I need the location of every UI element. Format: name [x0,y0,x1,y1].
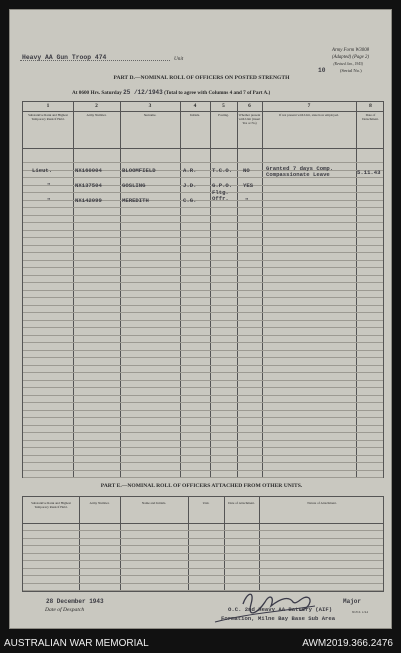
ruled-line [23,275,383,276]
header-posting: Posting. [218,113,229,117]
signatory-rank: Major [343,598,362,605]
ruled-line [23,432,383,433]
col-number: 4 [193,103,197,109]
ruled-line [23,575,383,576]
ruled-line [23,282,383,283]
header-rule [23,523,383,524]
header-initials: Initials. [190,113,200,117]
despatch-label: Date of Despatch [45,607,85,613]
ruled-line [23,260,383,261]
caption-institution: AUSTRALIAN WAR MEMORIAL [4,638,149,649]
ruled-line [23,305,383,306]
ruled-line [23,395,383,396]
row3-initials: C.G. [183,197,197,204]
ruled-line [23,230,383,231]
date-value: 25 /12/1943 [123,89,163,96]
date-suffix: (Total to agree with Columns 4 and 7 of Part A.) [164,90,271,96]
ruled-line [23,290,383,291]
date-prefix: At 0600 Hrs. Saturday [72,90,122,96]
part-e-title: PART E.—NOMINAL ROLL OF OFFICERS ATTACHED FROM OTHER UNITS. [100,483,303,489]
row1-date: 5.11.43 [357,169,381,176]
caption-bar [0,636,401,653]
row2-present: YES [243,182,254,189]
signatory-title: O.C. 2nd Heavy AA Battery (AIF) [228,606,333,613]
ruled-line [23,417,383,418]
form-number: Army Form W3008 [331,48,369,53]
row1-rank: Lieut. [32,167,53,174]
ruled-line [23,350,383,351]
row1-surname: BLOOMFIELD [122,167,156,174]
row1-initials: A.R. [183,167,197,174]
signatory-formation: Formation, Milne Bay Base Sub Area [221,615,336,622]
header-attach-nature: Nature of Attachment. [307,501,337,505]
col-number: 8 [369,103,372,109]
ruled-line [23,553,383,554]
form-revised: (Revised Jan., 1943) [333,62,363,66]
row2-rank: " [47,182,51,189]
ruled-line [23,560,383,561]
ruled-line [23,402,383,403]
col-divider [188,497,189,591]
ruled-line [23,327,383,328]
unit-value: Heavy AA Gun Troop 474 [22,54,107,61]
ruled-line [23,297,383,298]
header-unit: Unit. [202,501,210,505]
header-rank: Substantive Rank and Highest Temporary Rank if Held. [28,113,68,122]
row3-posting: Fltg. Offr. [212,189,229,203]
ruled-line [23,545,383,546]
serial-label: (Serial No.) [340,68,362,73]
ruled-line [23,207,383,208]
header-rank: Substantive Rank and Highest Temporary Rank if Held. [31,501,71,510]
part-e-table [22,496,384,592]
part-d-date-line [72,89,270,96]
print-code: W.N.S. 1/44 [352,610,368,614]
header-detach-date: Date of Detachment. [362,113,379,122]
ruled-line [23,387,383,388]
col-number: 2 [95,103,98,109]
ruled-line [23,447,383,448]
ruled-line [23,372,383,373]
ruled-line [23,192,383,193]
ruled-line [23,320,383,321]
header-present: Whether present with Unit (insert Yes or No) [238,113,261,126]
ruled-line [23,365,383,366]
caption-accession: AWM2019.366.2476 [302,638,393,649]
ruled-line [23,455,383,456]
ruled-line [23,440,383,441]
col-divider [120,497,121,591]
row3-rank: " [47,197,51,204]
ruled-line [23,312,383,313]
header-rule [23,148,383,149]
row3-present: " [245,197,249,204]
col-divider [224,497,225,591]
header-name: Name and Initials. [141,501,167,505]
header-army-number: Army Number. [86,113,107,117]
header-employed: If not present with Unit, state how employed. [279,113,339,117]
number-row-rule [23,111,383,112]
row1-number: NX160004 [75,167,102,174]
ruled-line [23,162,383,163]
serial-value: 10 [318,67,326,74]
header-army-number: Army Number. [89,501,110,505]
ruled-line [23,267,383,268]
ruled-line [23,568,383,569]
ruled-line [23,470,383,471]
ruled-line [23,425,383,426]
col-number: 3 [148,103,152,109]
row2-number: NX137504 [75,182,102,189]
ruled-line [23,530,383,531]
unit-label: Unit [174,56,184,62]
part-d-table [22,101,384,478]
row1-posting: T.C.O. [212,167,233,174]
ruled-line [23,237,383,238]
ruled-line [23,410,383,411]
header-attach-date: Date of Attachment. [228,501,255,505]
header-surname: Surname. [143,113,157,117]
ruled-line [23,462,383,463]
form-adapted: (Adapted) (Page 2) [331,55,369,60]
row1-employed-2: Compassionate Leave [266,171,330,178]
ruled-line [23,538,383,539]
row1-present: NO [243,167,250,174]
ruled-line [23,215,383,216]
form-sheet [9,9,392,629]
ruled-line [23,477,383,478]
col-divider [79,497,80,591]
ruled-line [23,252,383,253]
col-number: 1 [46,103,50,109]
col-number: 7 [307,103,311,109]
row1-employed-1: Granted 7 days Comp. [266,165,334,172]
row3-number: NX142099 [75,197,102,204]
ruled-line [23,245,383,246]
col-number: 6 [248,103,251,109]
despatch-date: 28 December 1943 [46,598,104,605]
row2-posting: G.P.O. [212,182,233,189]
ruled-line [23,357,383,358]
ruled-line [23,342,383,343]
row3-surname: MEREDITH [122,197,149,204]
ruled-line [23,335,383,336]
part-d-title: PART D.—NOMINAL ROLL OF OFFICERS ON POSTED STRENGTH [113,75,290,81]
ruled-line [23,222,383,223]
ruled-line [23,380,383,381]
row2-initials: J.D. [183,182,197,189]
row2-surname: GOSLING [122,182,146,189]
col-divider [259,497,260,591]
col-number: 5 [222,103,225,109]
